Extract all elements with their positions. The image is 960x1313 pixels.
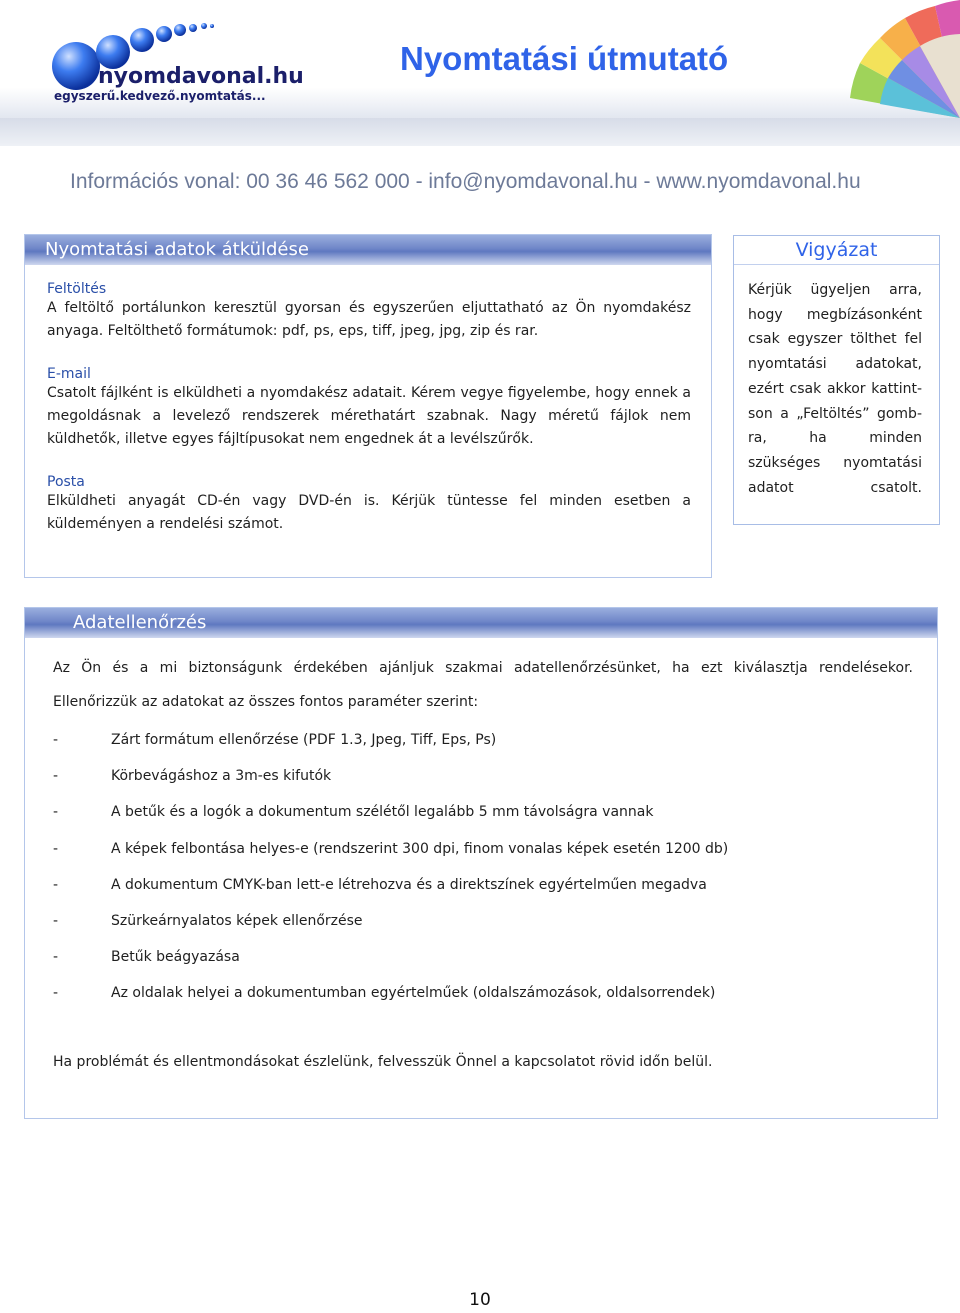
logo-text: nyomdavonal.hu [98,64,304,89]
data-check-heading: Adatellenőrzés [25,608,937,638]
send-data-heading: Nyomtatási adatok átküldése [25,235,711,265]
list-item: - Szürkeárnyalatos képek ellenőrzése [53,912,363,929]
page-header [0,0,960,146]
list-item: - A képek felbontása helyes-e (rendszerint 300 dpi, finom vonalas képek esetén 1200 db) [53,840,729,857]
page-number: 10 [469,1290,491,1310]
send-data-section [24,234,712,578]
color-swatch-wheel-icon [850,0,960,118]
upload-text: A feltöltő portálunkon keresztül gyorsan és egyszerűen eljuttatható az Ön nyomdakész anyaga. Feltölthető formátumok: pdf, ps, eps, tiff, jpeg, jpg, zip és rar. [47,300,691,339]
check-list [53,730,913,1020]
warning-text: Kérjük ügyeljen arra, hogy megbízásonként csak egyszer tölthet fel nyomtatási adatokat, ezért csak akkor kattint-son a „Feltöltés” gomb-ra, ha minden szükséges nyomtatási adatot csatolt. [748,282,922,496]
post-text: Elküldheti anyagát CD-én vagy DVD-én is. Kérjük tüntesse fel minden esetben a küldeményen a rendelési számot. [47,493,691,532]
warning-box [733,235,940,525]
logo-tagline: egyszerű.kedvező.nyomtatás... [54,89,266,103]
list-item: - Az oldalak helyei a dokumentumban egyértelműek (oldalszámozások, oldalsorrendek) [53,985,716,1002]
page-title: Nyomtatási útmutató [400,40,729,77]
list-item: - Körbevágáshoz a 3m-es kifutók [53,768,332,785]
list-item: - A dokumentum CMYK-ban lett-e létrehozva és a direktszínek egyértelműen megadva [53,876,707,893]
data-check-intro: Az Ön és a mi biztonságunk érdekében ajánljuk szakmai adatellenőrzésünket, ha ezt kiválasztja rendelésekor. [53,660,913,676]
data-check-intro2: Ellenőrizzük az adatokat az összes fontos paraméter szerint: [53,694,479,710]
data-check-outro: Ha problémát és ellentmondásokat észlelünk, felvesszük Önnel a kapcsolatot rövid időn belül. [53,1054,713,1070]
post-label: Posta [47,474,85,490]
list-item: - Zárt formátum ellenőrzése (PDF 1.3, Jpeg, Tiff, Eps, Ps) [53,732,497,748]
header-band [0,118,960,146]
data-check-section [24,607,938,1119]
info-line: Információs vonal: 00 36 46 562 000 - info@nyomdavonal.hu - www.nyomdavonal.hu [70,170,861,193]
list-item: - Betűk beágyazása [53,949,240,966]
email-text: Csatolt fájlként is elküldheti a nyomdakész adatait. Kérem vegye figyelembe, hogy ennek a megoldásnak a levelező rendszerek mérethatárt szabnak. Nagy méretű fájlok nem küldhetők, illetve egyes fájltípusokat nem engednek át a levélszűrők. [47,385,691,447]
email-label: E-mail [47,366,91,382]
warning-heading: Vigyázat [734,236,939,265]
send-data-content [47,281,691,536]
list-item: - A betűk és a logók a dokumentum szélétől legalább 5 mm távolságra vannak [53,804,654,821]
upload-label: Feltöltés [47,281,107,297]
